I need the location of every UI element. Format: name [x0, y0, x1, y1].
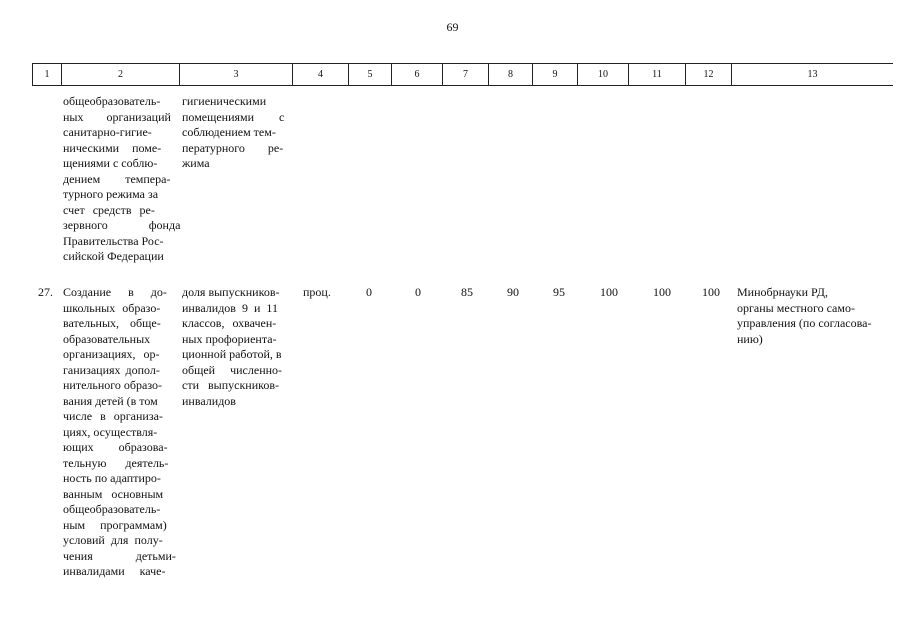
page-number: 69 [446, 20, 459, 34]
row-27-value-col10: 100 [600, 285, 618, 299]
row-27-value-col6: 0 [415, 285, 421, 299]
table-header-row [32, 63, 893, 86]
row-27-value-col7: 85 [461, 285, 473, 299]
continuation-col2: общеобразователь- ных организаций санитарно-гигие- ническими поме- щениями с соблю- дением темпера- турного режима за счет средств ре- зервного фонда Правительства Рос- сийской Федерации [63, 94, 181, 263]
header-col-5: 5 [349, 64, 392, 85]
header-col-8: 8 [489, 64, 533, 85]
header-col-4: 4 [293, 64, 349, 85]
header-col-7: 7 [443, 64, 489, 85]
row-27-value-col5: 0 [366, 285, 372, 299]
row-27-value-col12: 100 [702, 285, 720, 299]
header-col-3: 3 [180, 64, 293, 85]
row-27-responsible: Минобрнауки РД, органы местного само- управления (по согласова- нию) [737, 285, 872, 346]
header-col-12: 12 [686, 64, 732, 85]
header-col-10: 10 [578, 64, 629, 85]
header-col-11: 11 [629, 64, 686, 85]
row-27-indicator: доля выпускников- инвалидов 9 и 11 классов, охвачен- ных профориента- ционной работой, в общей численно- сти выпускников- инвалидов [182, 285, 283, 408]
row-27-value-col11: 100 [653, 285, 671, 299]
header-col-9: 9 [533, 64, 578, 85]
row-27-value-col8: 90 [507, 285, 519, 299]
row-27-measure: Создание в до- школьных образо- вательных, обще- образовательных организациях, ор- ганизациях допол- нительного образо- вания детей (в том числе в организа- циях, осуществля- ющих образова- тельную деятель- ность по адаптиро- ванным основным общеобразователь- ным программам) условий для полу- чения детьми- инвалидами каче- [63, 285, 176, 578]
row-27-index: 27. [38, 285, 53, 299]
row-27-value-col9: 95 [553, 285, 565, 299]
row-27-unit: проц. [303, 285, 331, 299]
continuation-col3: гигиеническими помещениями с соблюдением тем- пературного ре- жима [182, 94, 285, 170]
header-col-13: 13 [807, 69, 818, 80]
header-col-1: 1 [33, 64, 62, 85]
header-col-6: 6 [392, 64, 443, 85]
header-col-2: 2 [62, 64, 180, 85]
